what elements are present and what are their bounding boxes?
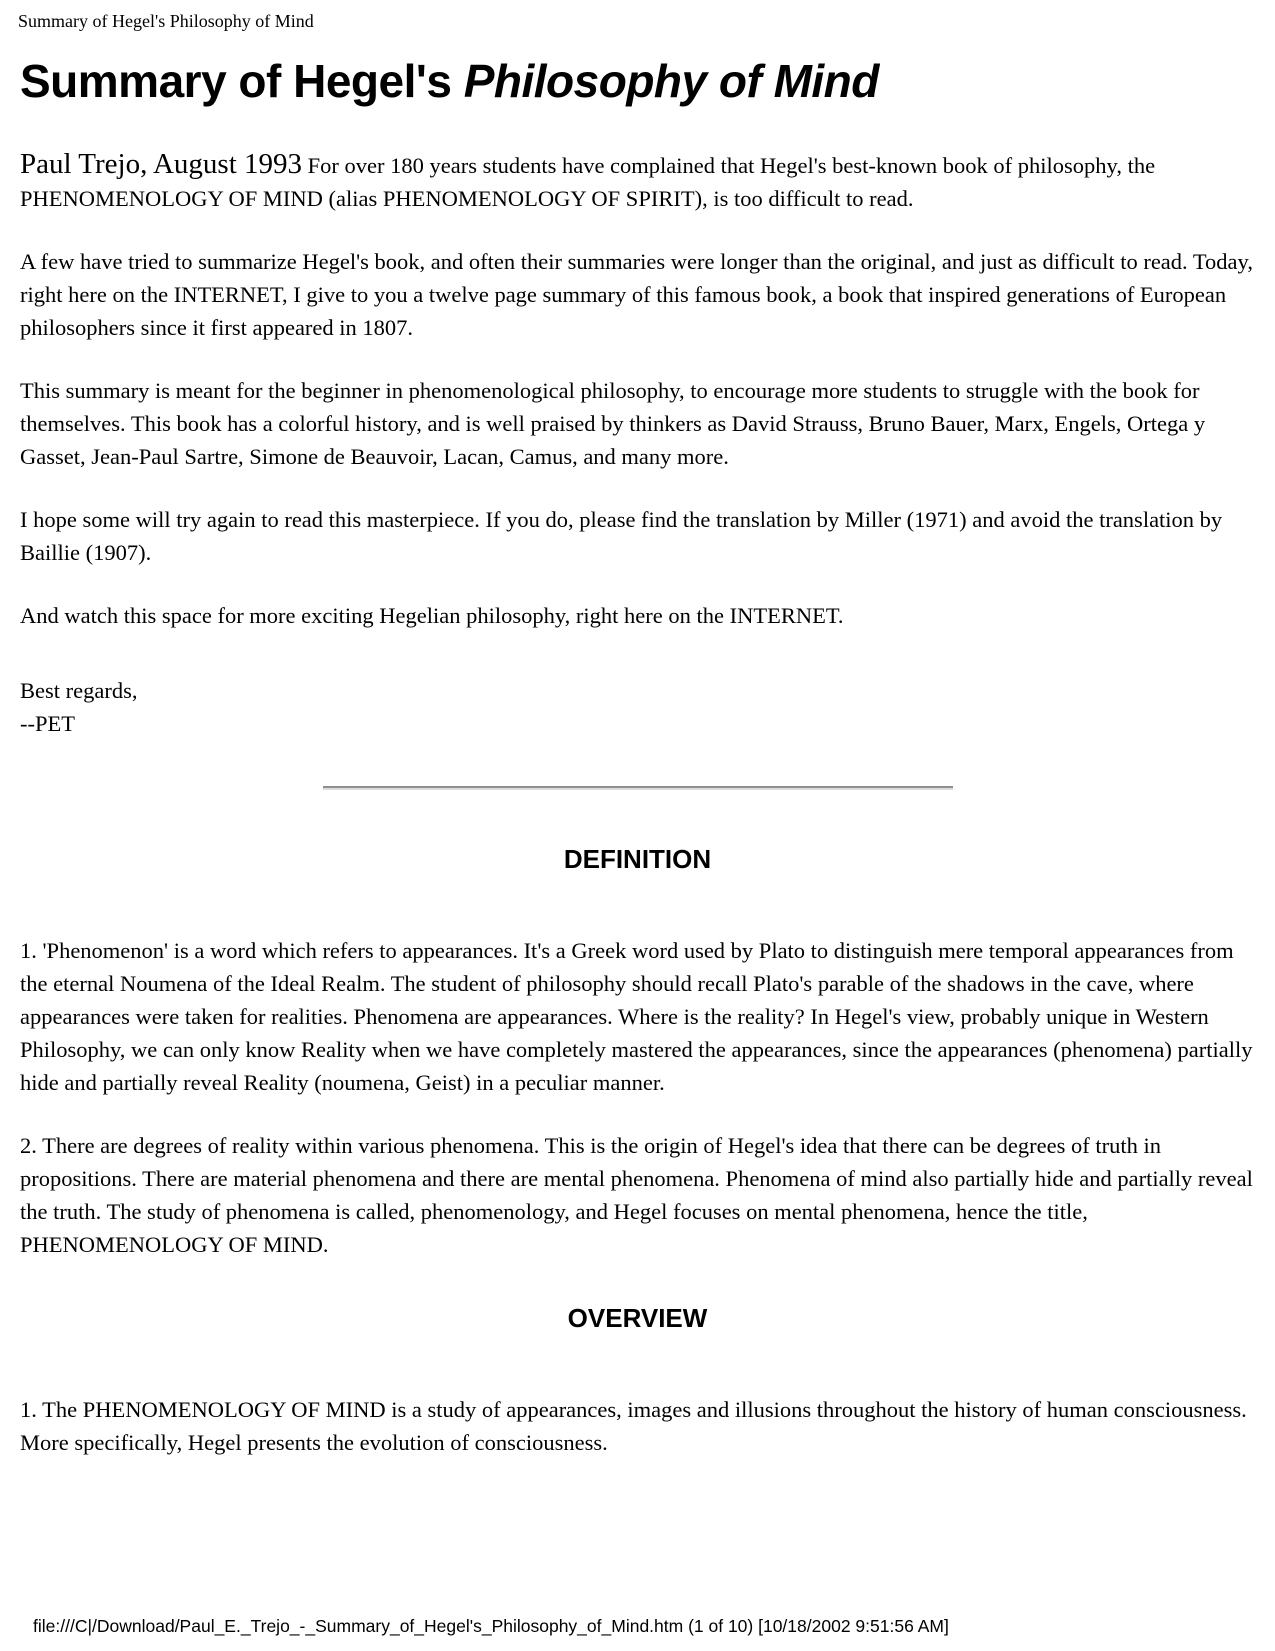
page-title-italic: Philosophy of Mind	[463, 55, 879, 107]
page-title	[20, 56, 1255, 106]
signature	[20, 674, 1255, 740]
document-body	[0, 56, 1275, 1459]
paragraph-watch-this-space: And watch this space for more exciting Hegelian philosophy, right here on the INTERNET.	[20, 603, 844, 628]
paragraph-translations: I hope some will try again to read this masterpiece. If you do, please find the translation by Miller (1971) and avoid the translation by Baillie (1907).	[20, 507, 1223, 565]
section-heading-definition: DEFINITION	[563, 844, 712, 874]
overview-paragraph-1: 1. The PHENOMENOLOGY OF MIND is a study of appearances, images and illusions throughout the history of human consciousness. More specifically, Hegel presents the evolution of consciousness.	[20, 1397, 1247, 1455]
signature-line1: Best regards,	[20, 678, 138, 703]
paragraph-beginner: This summary is meant for the beginner in phenomenological philosophy, to encourage more students to struggle with the book for themselves. This book has a colorful history, and is well praised by thinkers as David Strauss, Bruno Bauer, Marx, Engels, Ortega y Gasset, Jean-Paul Sartre, Simone de Beauvoir, Lacan, Camus, and many more.	[20, 378, 1206, 469]
paragraph-summaries: A few have tried to summarize Hegel's book, and often their summaries were longer than the original, and just as difficult to read. Today, right here on the INTERNET, I give to you a twelve page summary of this famous book, a book that inspired generations of European philosophers since it first appeared in 1807.	[20, 249, 1253, 340]
intro-paragraph	[20, 148, 1255, 215]
page-title-prefix: Summary of Hegel's	[20, 55, 464, 107]
definition-paragraph-1: 1. 'Phenomenon' is a word which refers to appearances. It's a Greek word used by Plato to distinguish mere temporal appearances from the eternal Noumena of the Ideal Realm. The student of philosophy should recall Plato's parable of the shadows in the cave, where appearances were taken for realities. Phenomena are appearances. Where is the reality? In Hegel's view, probably unique in Western Philosophy, we can only know Reality when we have completely mastered the appearances, since the appearances (phenomena) partially hide and partially reveal Reality (noumena, Geist) in a peculiar manner.	[20, 938, 1253, 1095]
intro-paragraph-text: For over 180 years students have complained that Hegel's best-known book of philosophy, the PHENOMENOLOGY OF MIND (alias PHENOMENOLOGY OF SPIRIT), is too difficult to read.	[20, 153, 1156, 211]
byline: Paul Trejo, August 1993	[20, 148, 302, 180]
definition-paragraph-2: 2. There are degrees of reality within various phenomena. This is the origin of Hegel's idea that there can be degrees of truth in propositions. There are material phenomena and there are mental phenomena. Phenomena of mind also partially hide and partially reveal the truth. The study of phenomena is called, phenomenology, and Hegel focuses on mental phenomena, hence the title, PHENOMENOLOGY OF MIND.	[20, 1133, 1253, 1257]
horizontal-rule	[323, 786, 953, 790]
print-header-title: Summary of Hegel's Philosophy of Mind	[18, 11, 314, 31]
print-footer-url: file:///C|/Download/Paul_E._Trejo_-_Summary_of_Hegel's_Philosophy_of_Mind.htm (1 of 10) [10/18/2002 9:51:56 AM]	[33, 1616, 949, 1636]
section-heading-overview: OVERVIEW	[567, 1303, 708, 1333]
signature-line2: --PET	[20, 711, 75, 736]
